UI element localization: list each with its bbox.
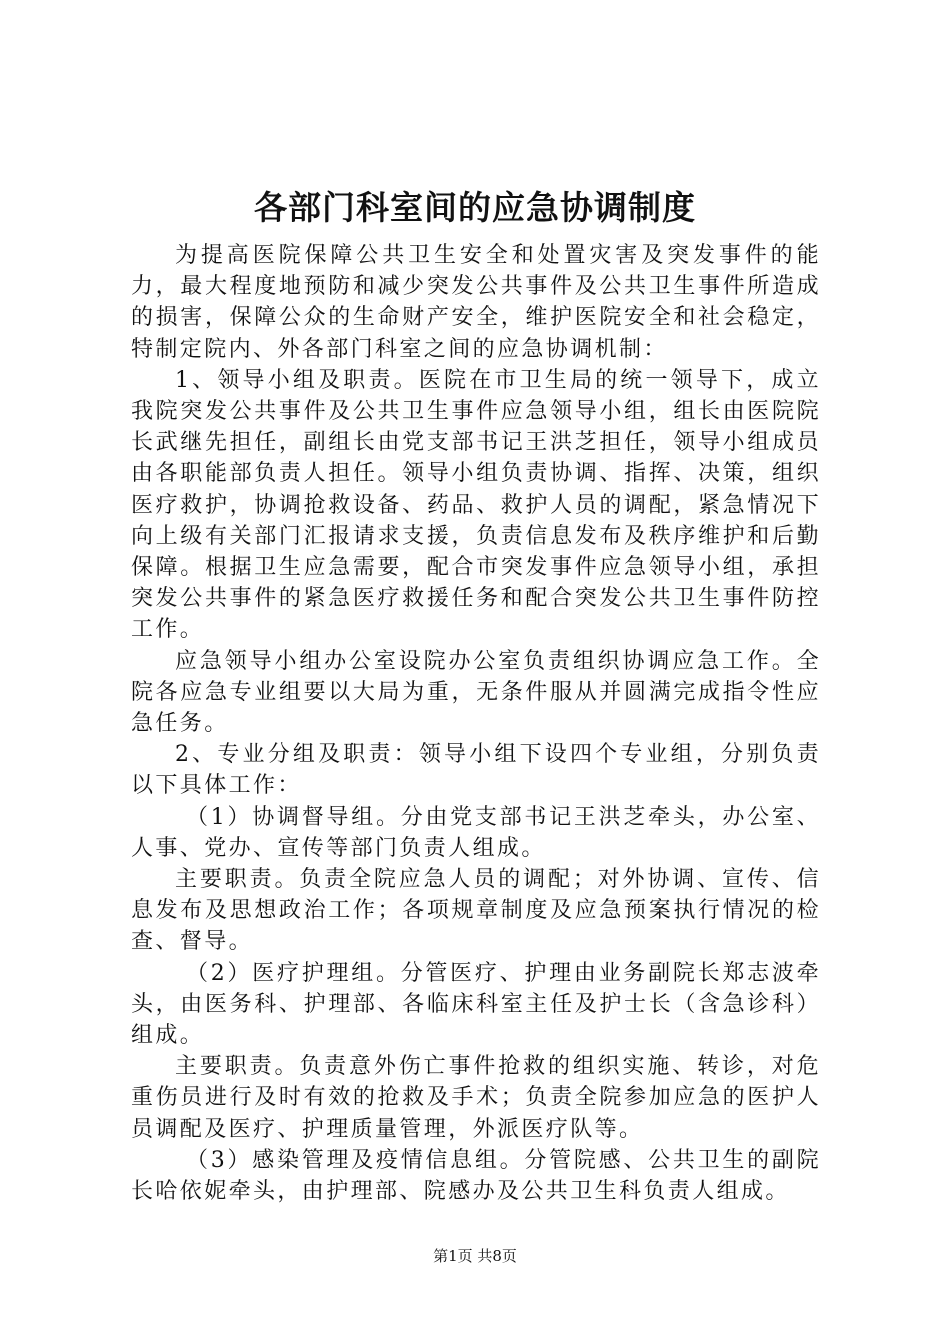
group-2-paragraph: （2）医疗护理组。分管医疗、护理由业务副院长郑志波牵头，由医务科、护理部、各临床科室主任及护士长（含急诊科）组成。 bbox=[131, 960, 821, 1049]
group-2-duties-paragraph: 主要职责。负责意外伤亡事件抢救的组织实施、转诊，对危重伤员进行及时有效的抢救及手术；负责全院参加应急的医护人员调配及医疗、护理质量管理，外派医疗队等。 bbox=[131, 1054, 821, 1142]
office-paragraph: 应急领导小组办公室设院办公室负责组织协调应急工作。全院各应急专业组要以大局为重，无条件服从并圆满完成指令性应急任务。 bbox=[131, 648, 821, 737]
intro-paragraph: 为提高医院保障公共卫生安全和处置灾害及突发事件的能力，最大程度地预防和减少突发公共事件及公共卫生事件所造成的损害，保障公众的生命财产安全，维护医院安全和社会稳定，特制定院内、外各部门科室之间的应急协调机制： bbox=[131, 243, 821, 362]
page-number-footer: 第1页 共8页 bbox=[433, 1247, 517, 1265]
section-2-paragraph: 2、专业分组及职责：领导小组下设四个专业组，分别负责以下具体工作： bbox=[131, 742, 821, 799]
group-1-duties-paragraph: 主要职责。负责全院应急人员的调配；对外协调、宣传、信息发布及思想政治工作；各项规章制度及应急预案执行情况的检查、督导。 bbox=[131, 867, 821, 955]
group-1-paragraph: （1）协调督导组。分由党支部书记王洪芝牵头，办公室、人事、党办、宣传等部门负责人组成。 bbox=[131, 804, 821, 861]
document-title: 各部门科室间的应急协调制度 bbox=[254, 188, 696, 227]
group-3-paragraph: （3）感染管理及疫情信息组。分管院感、公共卫生的副院长哈依妮牵头，由护理部、院感办及公共卫生科负责人组成。 bbox=[131, 1147, 821, 1205]
document-body bbox=[131, 240, 821, 1207]
section-1-paragraph: 1、领导小组及职责。医院在市卫生局的统一领导下，成立我院突发公共事件及公共卫生事件应急领导小组，组长由医院院长武继先担任，副组长由党支部书记王洪芝担任，领导小组成员由各职能部负责人担任。领导小组负责协调、指挥、决策，组织医疗救护，协调抢救设备、药品、救护人员的调配，紧急情况下向上级有关部门汇报请求支援，负责信息发布及秩序维护和后勤保障。根据卫生应急需要，配合市突发事件应急领导小组，承担突发公共事件的紧急医疗救援任务和配合突发公共卫生事件防控工作。 bbox=[131, 367, 821, 643]
